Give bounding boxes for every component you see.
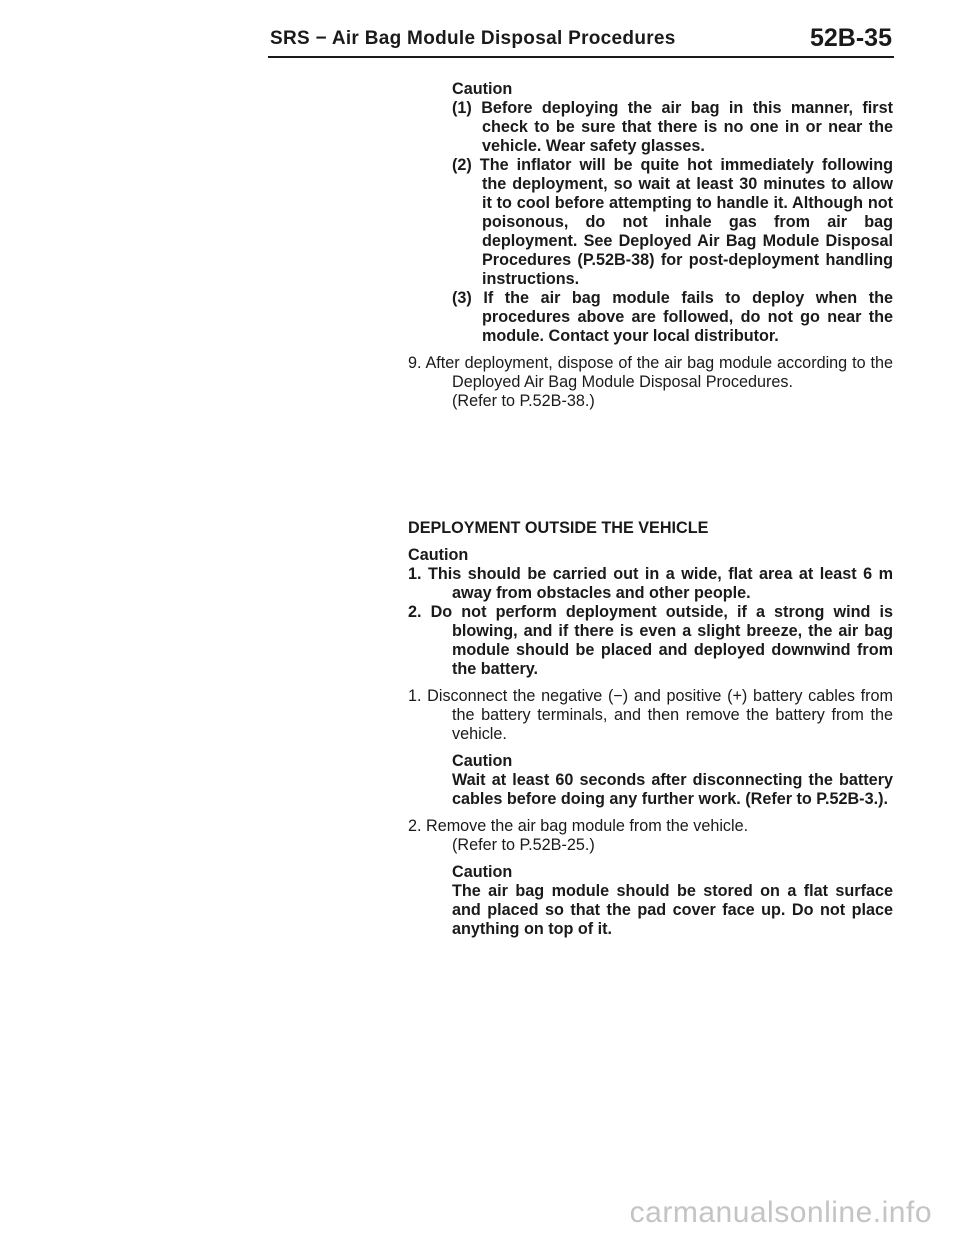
caution-block-deployment xyxy=(408,80,893,99)
header-divider xyxy=(268,56,894,58)
caution-item-2: (2) The inflator will be quite hot immediately following the deployment, so wait at least 30 minutes to allow it to cool before attempting to handle it. Although not poisonous, do not inhale gas from air bag deployment. See Deployed Air Bag Module Disposal Procedures (P.52B-38) for post-deployment handling instructions. xyxy=(452,156,893,288)
section-caution-item-2: 2. Do not perform deployment outside, if a strong wind is blowing, and if there is even a slight breeze, the air bag module should be placed and deployed downwind from the battery. xyxy=(408,603,893,678)
step-1-text: 1. Disconnect the negative (−) and positive (+) battery cables from the battery terminals, and then remove the battery from the vehicle. xyxy=(408,687,893,743)
step-9-reference: (Refer to P.52B-38.) xyxy=(452,392,595,410)
section-caution-heading: Caution xyxy=(408,546,469,564)
caution-item-1: (1) Before deploying the air bag in this manner, first check to be sure that there is no one in or near the vehicle. Wear safety glasses. xyxy=(452,99,893,155)
caution-heading: Caution xyxy=(452,80,513,98)
step-1-caution-heading: Caution xyxy=(452,752,513,770)
step-2-caution-text: The air bag module should be stored on a flat surface and placed so that the pad cover face up. Do not place anything on top of it. xyxy=(452,882,893,938)
step-2-caution xyxy=(408,863,893,939)
section-caution-item-1: 1. This should be carried out in a wide, flat area at least 6 m away from obstacles and other people. xyxy=(408,565,893,602)
step-2-caution-heading: Caution xyxy=(452,863,513,881)
page-title: SRS − Air Bag Module Disposal Procedures xyxy=(270,28,676,49)
step-1-caution-text: Wait at least 60 seconds after disconnecting the battery cables before doing any further work. (Refer to P.52B-3.). xyxy=(452,771,893,808)
step-9-text: 9. After deployment, dispose of the air bag module according to the Deployed Air Bag Module Disposal Procedures. xyxy=(408,354,893,391)
caution-item-3: (3) If the air bag module fails to deploy when the procedures above are followed, do not go near the module. Contact your local distributor. xyxy=(452,289,893,345)
document-body xyxy=(408,80,893,939)
step-2-text: 2. Remove the air bag module from the vehicle. xyxy=(408,817,749,835)
step-2-reference: (Refer to P.52B-25.) xyxy=(452,836,595,854)
page-number: 52B-35 xyxy=(810,24,892,52)
watermark-text: carmanualsonline.info xyxy=(629,1196,932,1229)
step-1-caution xyxy=(408,752,893,809)
page-header xyxy=(0,24,960,56)
section-title: DEPLOYMENT OUTSIDE THE VEHICLE xyxy=(408,519,709,537)
